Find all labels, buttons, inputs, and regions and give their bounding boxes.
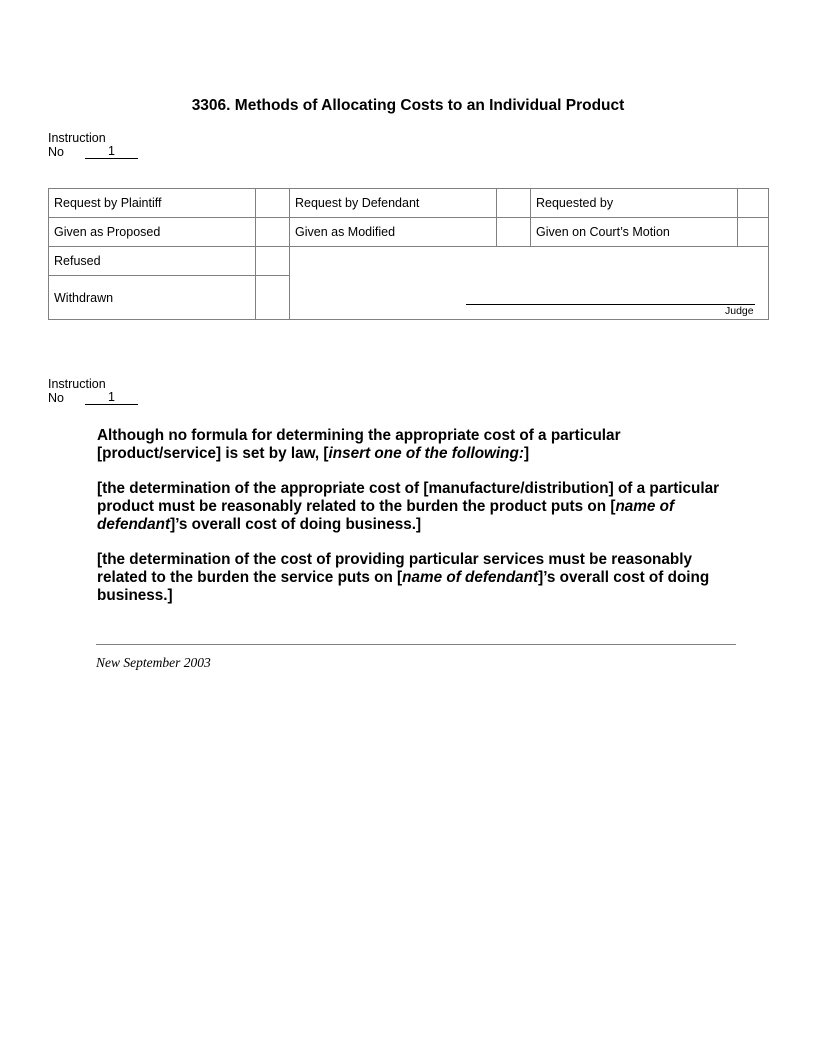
instruction-number-top	[48, 131, 138, 159]
page-title: 3306. Methods of Allocating Costs to an Individual Product	[191, 97, 625, 114]
instruction-label: Instruction	[48, 131, 106, 145]
refused: Refused	[54, 254, 101, 268]
instruction-text	[97, 427, 737, 622]
instruction-no-label: No	[48, 391, 64, 405]
instruction-no-label: No	[48, 145, 64, 159]
instruction-no-value: 1	[85, 145, 138, 159]
instruction-status-table	[48, 188, 769, 320]
withdrawn: Withdrawn	[54, 290, 114, 305]
requested-by-box[interactable]	[738, 189, 768, 217]
given-as-modified-box[interactable]	[497, 218, 530, 246]
paragraph-1: Although no formula for determining the appropriate cost of a particular [product/service] is set by law, [insert one of the following:]	[97, 427, 621, 462]
request-by-plaintiff: Request by Plaintiff	[54, 196, 162, 210]
given-on-courts-motion-box[interactable]	[738, 218, 768, 246]
paragraph-2: [the determination of the appropriate cost of [manufacture/distribution] of a particular product must be reasonably related to the burden the product puts on [name of defendant]’s overall cost of doing business.]	[97, 480, 720, 533]
judge-signature-line[interactable]	[466, 304, 755, 305]
request-by-defendant-box[interactable]	[497, 189, 530, 217]
instruction-number-body	[48, 377, 138, 405]
given-on-courts-motion: Given on Court’s Motion	[536, 225, 670, 239]
given-as-modified: Given as Modified	[295, 225, 396, 239]
judge-label: Judge	[725, 305, 754, 317]
refused-box[interactable]	[256, 247, 289, 275]
given-as-proposed: Given as Proposed	[54, 225, 161, 239]
request-by-defendant: Request by Defendant	[295, 196, 420, 210]
paragraph-3: [the determination of the cost of providing particular services must be reasonably related to the burden the service puts on [name of defendant]’s overall cost of doing business.]	[97, 551, 710, 604]
history-note: New September 2003	[96, 655, 211, 670]
instruction-label: Instruction	[48, 377, 106, 391]
requested-by: Requested by	[536, 196, 614, 210]
withdrawn-box[interactable]	[256, 276, 289, 319]
given-as-proposed-box[interactable]	[256, 218, 289, 246]
request-by-plaintiff-box[interactable]	[256, 189, 289, 217]
instruction-no-value: 1	[85, 391, 138, 405]
divider	[96, 644, 736, 645]
